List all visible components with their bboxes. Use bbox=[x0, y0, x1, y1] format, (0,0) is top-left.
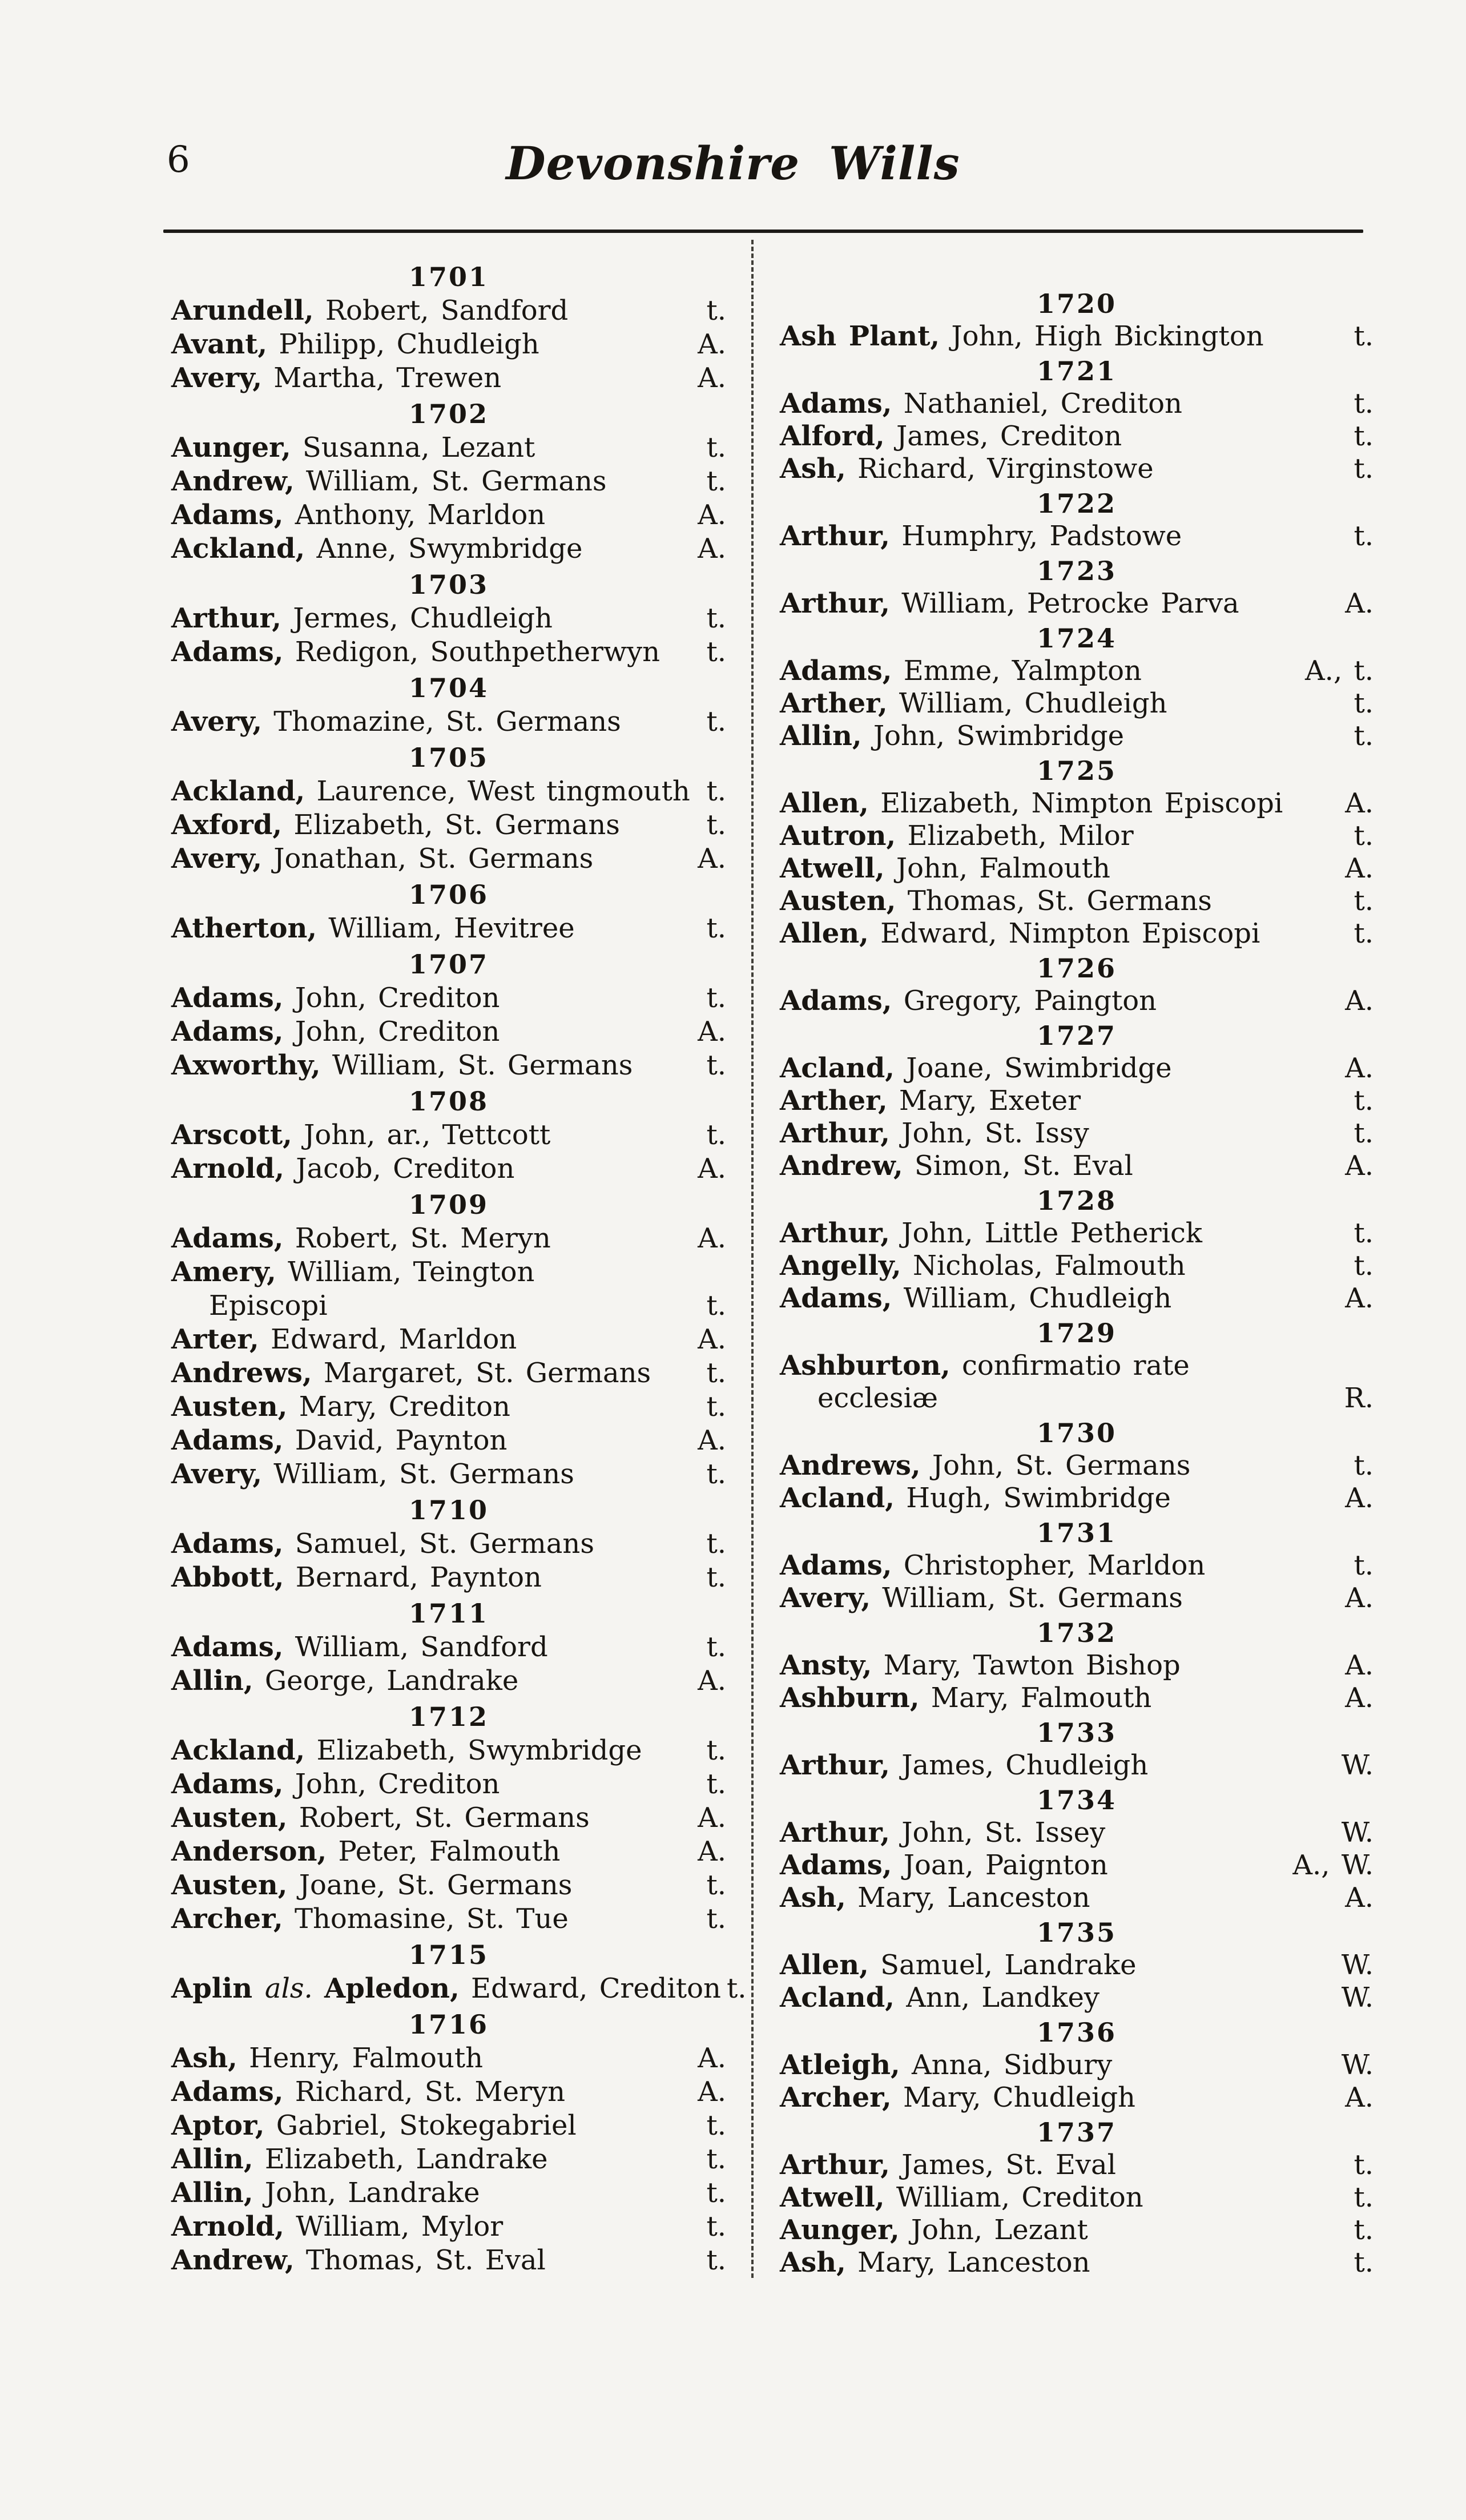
entry-mark: t. bbox=[726, 1972, 747, 2004]
year-heading: 1726 bbox=[1036, 953, 1117, 984]
will-entry bbox=[780, 1282, 1374, 1315]
entry-name: Adams, John, Crediton bbox=[171, 1016, 500, 1048]
year-heading: 1737 bbox=[1036, 2117, 1117, 2148]
will-entry bbox=[780, 453, 1374, 485]
entry-mark: t. bbox=[1354, 1250, 1374, 1282]
entry-mark: A. bbox=[698, 533, 726, 565]
year-heading: 1716 bbox=[408, 2009, 489, 2040]
entry-mark: t. bbox=[1354, 1549, 1374, 1581]
will-entry bbox=[171, 1118, 726, 1152]
entry-name: Allen, Samuel, Landrake bbox=[780, 1949, 1137, 1981]
year-heading: 1720 bbox=[1036, 288, 1117, 319]
entry-mark: t. bbox=[706, 432, 726, 464]
will-entry bbox=[171, 1356, 726, 1390]
year-heading: 1701 bbox=[408, 261, 489, 292]
entry-name: Adams, William, Sandford bbox=[171, 1631, 548, 1663]
entry-name: Ackland, Laurence, West tingmouth bbox=[171, 775, 690, 807]
entry-mark: W. bbox=[1341, 1982, 1374, 2014]
entry-mark: A. bbox=[698, 362, 726, 394]
entry-name: Arthur, William, Petrocke Parva bbox=[780, 587, 1239, 619]
will-entry bbox=[780, 1052, 1374, 1085]
entry-mark: t. bbox=[1354, 1450, 1374, 1482]
entry-mark: t. bbox=[1354, 820, 1374, 852]
entry-mark: W. bbox=[1341, 1817, 1374, 1849]
entry-mark: A., W. bbox=[1292, 1849, 1374, 1881]
entry-mark: t. bbox=[1354, 1085, 1374, 1117]
entry-mark: A. bbox=[698, 2042, 726, 2074]
entry-mark: t. bbox=[706, 1357, 726, 1389]
entry-name: Amery, William, Teington bbox=[171, 1256, 535, 1288]
year-heading: 1728 bbox=[1036, 1185, 1117, 1216]
entry-name: Austen, Mary, Crediton bbox=[171, 1391, 510, 1423]
entry-name: Avery, Jonathan, St. Germans bbox=[171, 843, 594, 875]
year-heading: 1725 bbox=[1036, 755, 1117, 786]
entry-mark: A. bbox=[698, 1016, 726, 1048]
will-entry bbox=[171, 635, 726, 669]
entry-name: Acland, Hugh, Swimbridge bbox=[780, 1482, 1171, 1514]
entry-name: Axford, Elizabeth, St. Germans bbox=[171, 809, 620, 841]
will-entry bbox=[171, 532, 726, 566]
entry-mark: t. bbox=[706, 2110, 726, 2141]
entry-name: Adams, John, Crediton bbox=[171, 1768, 500, 1800]
will-entry bbox=[780, 420, 1374, 453]
page-title: Devonshire Wills bbox=[506, 136, 960, 190]
entry-mark: t. bbox=[706, 1391, 726, 1423]
entry-name: Adams, Joan, Paignton bbox=[780, 1849, 1108, 1881]
entry-name: Allen, Elizabeth, Nimpton Episcopi bbox=[780, 787, 1283, 819]
entry-name: Aunger, John, Lezant bbox=[780, 2214, 1088, 2246]
entry-mark: W. bbox=[1341, 2049, 1374, 2081]
entry-name: Ashburn, Mary, Falmouth bbox=[780, 1682, 1152, 1714]
year-heading: 1702 bbox=[408, 398, 489, 429]
will-entry bbox=[171, 2042, 726, 2075]
entry-mark: t. bbox=[706, 295, 726, 327]
entry-mark: A. bbox=[698, 499, 726, 531]
will-entry bbox=[780, 2049, 1374, 2082]
entry-name: Austen, Joane, St. Germans bbox=[171, 1869, 573, 1901]
will-entry bbox=[171, 328, 726, 361]
will-entry bbox=[171, 981, 726, 1015]
will-entry bbox=[780, 2214, 1374, 2247]
entry-name: Adams, Samuel, St. Germans bbox=[171, 1528, 594, 1560]
entry-mark: t. bbox=[1354, 2247, 1374, 2279]
entry-mark: t. bbox=[1354, 1217, 1374, 1249]
will-entry bbox=[171, 842, 726, 876]
entry-name: Adams, Emme, Yalmpton bbox=[780, 655, 1142, 687]
entry-mark: t. bbox=[706, 706, 726, 738]
year-heading: 1729 bbox=[1036, 1318, 1117, 1348]
will-entry bbox=[780, 587, 1374, 620]
entry-name: Axworthy, William, St. Germans bbox=[171, 1049, 633, 1081]
entry-name: Arthur, John, St. Issy bbox=[780, 1117, 1089, 1149]
will-entry bbox=[171, 705, 726, 739]
will-entry bbox=[171, 1835, 726, 1869]
will-entry bbox=[171, 2176, 726, 2210]
page-number: 6 bbox=[167, 139, 190, 181]
will-entry bbox=[171, 1631, 726, 1664]
entry-name: Andrew, Simon, St. Eval bbox=[780, 1150, 1133, 1182]
entry-name: Adams, Christopher, Marldon bbox=[780, 1549, 1206, 1581]
entry-name: Avery, William, St. Germans bbox=[171, 1458, 574, 1490]
entry-name: Anderson, Peter, Falmouth bbox=[171, 1835, 561, 1867]
will-entry bbox=[780, 1817, 1374, 1849]
entry-name: Adams, Anthony, Marldon bbox=[171, 499, 546, 531]
entry-name: Autron, Elizabeth, Milor bbox=[780, 820, 1134, 852]
will-entry bbox=[780, 1250, 1374, 1282]
entry-mark: A. bbox=[1345, 587, 1374, 619]
entry-name: Allin, John, Landrake bbox=[171, 2177, 480, 2209]
will-entry bbox=[780, 2149, 1374, 2181]
will-entry bbox=[780, 2082, 1374, 2114]
entry-mark: W. bbox=[1341, 1949, 1374, 1981]
entry-mark: t. bbox=[706, 2244, 726, 2276]
will-entry bbox=[780, 1682, 1374, 1714]
entry-mark: A. bbox=[1345, 2082, 1374, 2114]
left-column bbox=[171, 258, 747, 2277]
entry-mark: t. bbox=[706, 1458, 726, 1490]
entry-name: Arthur, James, St. Eval bbox=[780, 2149, 1117, 2181]
will-entry bbox=[780, 1549, 1374, 1582]
will-entry bbox=[171, 1768, 726, 1801]
year-heading: 1722 bbox=[1036, 488, 1117, 519]
entry-mark: A. bbox=[698, 1424, 726, 1456]
entry-mark: t. bbox=[1354, 687, 1374, 719]
entry-name: Andrews, Margaret, St. Germans bbox=[171, 1357, 651, 1389]
will-entry bbox=[171, 1323, 726, 1356]
year-heading: 1736 bbox=[1036, 2017, 1117, 2048]
entry-name: Aplin als. Apledon, Edward, Crediton bbox=[171, 1972, 721, 2004]
will-entry bbox=[780, 1949, 1374, 1982]
will-entry bbox=[171, 1049, 726, 1082]
entry-name: Avant, Philipp, Chudleigh bbox=[171, 328, 539, 360]
entry-name: Aptor, Gabriel, Stokegabriel bbox=[171, 2110, 577, 2141]
entry-name: Ash, Henry, Falmouth bbox=[171, 2042, 484, 2074]
will-entry bbox=[171, 1561, 726, 1595]
entry-mark: t. bbox=[1354, 2149, 1374, 2181]
entry-name: Adams, David, Paynton bbox=[171, 1424, 508, 1456]
will-entry bbox=[171, 1222, 726, 1255]
entry-mark: t. bbox=[706, 1903, 726, 1935]
entry-mark: t. bbox=[706, 2143, 726, 2175]
entry-name: Austen, Thomas, St. Germans bbox=[780, 885, 1212, 917]
entry-mark: t. bbox=[706, 809, 726, 841]
year-heading: 1730 bbox=[1036, 1418, 1117, 1448]
entry-mark: A. bbox=[1345, 1582, 1374, 1614]
will-entry bbox=[780, 852, 1374, 885]
will-entry bbox=[171, 498, 726, 532]
will-entry bbox=[171, 1458, 726, 1491]
entry-mark: t. bbox=[1354, 2181, 1374, 2213]
entry-name: Acland, Joane, Swimbridge bbox=[780, 1052, 1172, 1084]
entry-mark: t. bbox=[1354, 320, 1374, 352]
entry-name: Arscott, John, ar., Tettcott bbox=[171, 1119, 551, 1151]
entry-name: Ash, Mary, Lanceston bbox=[780, 1882, 1090, 1914]
entry-mark: t. bbox=[1354, 917, 1374, 949]
entry-mark: t. bbox=[706, 1290, 726, 1322]
will-entry bbox=[171, 2109, 726, 2143]
header-rule bbox=[163, 230, 1363, 233]
year-heading: 1723 bbox=[1036, 555, 1117, 586]
entry-mark: A. bbox=[1345, 1150, 1374, 1182]
entry-name: Adams, Redigon, Southpetherwyn bbox=[171, 636, 660, 668]
will-entry bbox=[780, 520, 1374, 553]
entry-mark: A. bbox=[698, 1835, 726, 1867]
will-entry bbox=[780, 388, 1374, 420]
year-heading: 1715 bbox=[408, 1939, 489, 1970]
right-column bbox=[780, 285, 1374, 2279]
entry-name: Atwell, John, Falmouth bbox=[780, 852, 1110, 884]
entry-mark: t. bbox=[706, 912, 726, 944]
entry-mark: R. bbox=[1344, 1382, 1374, 1414]
entry-mark: A. bbox=[1345, 1282, 1374, 1314]
entry-mark: t. bbox=[706, 1049, 726, 1081]
entry-name: Atherton, William, Hevitree bbox=[171, 912, 575, 944]
will-entry bbox=[780, 985, 1374, 1017]
entry-name: Arthur, John, Little Petherick bbox=[780, 1217, 1202, 1249]
entry-mark: A. bbox=[1345, 1649, 1374, 1681]
will-entry bbox=[171, 1424, 726, 1458]
entry-mark: t. bbox=[706, 2177, 726, 2209]
year-heading: 1712 bbox=[408, 1701, 489, 1732]
entry-name: Andrew, Thomas, St. Eval bbox=[171, 2244, 546, 2276]
entry-name: Allin, George, Landrake bbox=[171, 1665, 519, 1697]
will-entry bbox=[171, 1972, 747, 2006]
year-heading: 1709 bbox=[408, 1189, 489, 1220]
entry-mark: t. bbox=[1354, 388, 1374, 420]
entry-name: Atleigh, Anna, Sidbury bbox=[780, 2049, 1113, 2081]
year-heading: 1704 bbox=[408, 673, 489, 703]
entry-mark: A. bbox=[698, 843, 726, 875]
year-heading: 1734 bbox=[1036, 1785, 1117, 1815]
entry-mark: A. bbox=[698, 328, 726, 360]
entry-name: Arnold, William, Mylor bbox=[171, 2211, 504, 2243]
will-entry bbox=[171, 1152, 726, 1186]
will-entry bbox=[780, 1649, 1374, 1682]
year-heading: 1724 bbox=[1036, 623, 1117, 654]
entry-name: Arthur, Jermes, Chudleigh bbox=[171, 602, 553, 634]
year-heading: 1733 bbox=[1036, 1717, 1117, 1748]
entry-mark: A. bbox=[1345, 852, 1374, 884]
will-entry bbox=[171, 1289, 726, 1323]
will-entry bbox=[171, 1255, 726, 1289]
entry-mark: t. bbox=[706, 636, 726, 668]
year-heading: 1727 bbox=[1036, 1020, 1117, 1051]
entry-mark: t. bbox=[1354, 453, 1374, 485]
entry-mark: t. bbox=[706, 465, 726, 497]
entry-mark: A. bbox=[1345, 1682, 1374, 1714]
entry-mark: t. bbox=[706, 1119, 726, 1151]
will-entry bbox=[780, 1217, 1374, 1250]
will-entry bbox=[780, 655, 1374, 687]
entry-mark: t. bbox=[706, 1528, 726, 1560]
will-entry bbox=[171, 1869, 726, 1902]
entry-mark: A. bbox=[1345, 1882, 1374, 1914]
entry-name: Alford, James, Crediton bbox=[780, 420, 1122, 452]
will-entry bbox=[780, 2181, 1374, 2214]
will-entry bbox=[780, 1882, 1374, 1914]
entry-name: Avery, Thomazine, St. Germans bbox=[171, 706, 621, 738]
entry-name: Ash, Mary, Lanceston bbox=[780, 2247, 1090, 2279]
will-entry bbox=[780, 1482, 1374, 1515]
will-entry bbox=[780, 720, 1374, 752]
entry-name: Ashburton, confirmatio rate bbox=[780, 1350, 1190, 1382]
year-heading: 1708 bbox=[408, 1086, 489, 1117]
will-entry bbox=[171, 294, 726, 328]
entry-mark: t. bbox=[706, 1869, 726, 1901]
will-entry bbox=[171, 1664, 726, 1698]
will-entry bbox=[780, 1982, 1374, 2014]
entry-mark: t. bbox=[706, 1561, 726, 1593]
entry-name: Arthur, John, St. Issey bbox=[780, 1817, 1106, 1849]
entry-name: Atwell, William, Crediton bbox=[780, 2181, 1143, 2213]
entry-name: Ackland, Anne, Swymbridge bbox=[171, 533, 583, 565]
entry-mark: A. bbox=[1345, 787, 1374, 819]
will-entry bbox=[780, 2247, 1374, 2279]
entry-name: Ackland, Elizabeth, Swymbridge bbox=[171, 1734, 642, 1766]
entry-mark: t. bbox=[1354, 520, 1374, 552]
entry-mark: A., t. bbox=[1305, 655, 1374, 687]
year-heading: 1721 bbox=[1036, 356, 1117, 387]
year-heading: 1705 bbox=[408, 742, 489, 773]
will-entry bbox=[171, 2210, 726, 2244]
entry-mark: t. bbox=[1354, 2214, 1374, 2246]
entry-mark: A. bbox=[698, 1153, 726, 1185]
entry-mark: t. bbox=[706, 602, 726, 634]
entry-name: Angelly, Nicholas, Falmouth bbox=[780, 1250, 1186, 1282]
entry-name: Episcopi bbox=[209, 1290, 328, 1322]
will-entry bbox=[780, 1749, 1374, 1782]
entry-name: Adams, Richard, St. Meryn bbox=[171, 2076, 566, 2108]
year-heading: 1707 bbox=[408, 949, 489, 980]
will-entry bbox=[780, 820, 1374, 852]
entry-mark: t. bbox=[1354, 1117, 1374, 1149]
entry-name: Andrews, John, St. Germans bbox=[780, 1450, 1191, 1482]
will-entry bbox=[780, 1085, 1374, 1117]
entry-name: Adams, John, Crediton bbox=[171, 982, 500, 1014]
will-entry bbox=[780, 1350, 1374, 1382]
entry-mark: A. bbox=[698, 1323, 726, 1355]
entry-name: ecclesiæ bbox=[817, 1382, 939, 1414]
entry-name: Aunger, Susanna, Lezant bbox=[171, 432, 535, 464]
entry-name: Austen, Robert, St. Germans bbox=[171, 1802, 590, 1834]
will-entry bbox=[171, 431, 726, 465]
entry-name: Ash Plant, John, High Bickington bbox=[780, 320, 1264, 352]
entry-mark: t. bbox=[706, 2211, 726, 2243]
entry-name: Avery, Martha, Trewen bbox=[171, 362, 502, 394]
entry-name: Allin, Elizabeth, Landrake bbox=[171, 2143, 548, 2175]
will-entry bbox=[780, 1450, 1374, 1482]
entry-mark: t. bbox=[1354, 720, 1374, 752]
entry-name: Andrew, William, St. Germans bbox=[171, 465, 607, 497]
will-entry bbox=[780, 885, 1374, 917]
year-heading: 1711 bbox=[408, 1598, 489, 1629]
entry-name: Allin, John, Swimbridge bbox=[780, 720, 1125, 752]
entry-name: Arther, Mary, Exeter bbox=[780, 1085, 1081, 1117]
entry-mark: t. bbox=[706, 982, 726, 1014]
entry-name: Ash, Richard, Virginstowe bbox=[780, 453, 1154, 485]
will-entry bbox=[780, 1582, 1374, 1615]
entry-name: Acland, Ann, Landkey bbox=[780, 1982, 1100, 2014]
entry-mark: A. bbox=[698, 1665, 726, 1697]
will-entry bbox=[171, 2075, 726, 2109]
year-heading: 1731 bbox=[1036, 1517, 1117, 1548]
will-entry bbox=[780, 1117, 1374, 1150]
entry-mark: t. bbox=[1354, 420, 1374, 452]
entry-mark: t. bbox=[706, 1631, 726, 1663]
entry-mark: t. bbox=[706, 1768, 726, 1800]
will-entry bbox=[171, 808, 726, 842]
year-heading: 1732 bbox=[1036, 1617, 1117, 1648]
entry-name: Arnold, Jacob, Crediton bbox=[171, 1153, 515, 1185]
entry-name: Adams, Nathaniel, Crediton bbox=[780, 388, 1182, 420]
entry-name: Adams, Robert, St. Meryn bbox=[171, 1222, 551, 1254]
entry-mark: A. bbox=[698, 1222, 726, 1254]
year-heading: 1706 bbox=[408, 879, 489, 910]
will-entry bbox=[780, 1849, 1374, 1882]
will-entry bbox=[171, 1015, 726, 1049]
will-entry bbox=[171, 2244, 726, 2277]
will-entry bbox=[171, 912, 726, 945]
entry-mark: A. bbox=[698, 1802, 726, 1834]
entry-mark: A. bbox=[698, 2076, 726, 2108]
entry-name: Abbott, Bernard, Paynton bbox=[171, 1561, 542, 1593]
will-entry bbox=[171, 1902, 726, 1936]
entry-mark: A. bbox=[1345, 1052, 1374, 1084]
will-entry bbox=[171, 465, 726, 498]
will-entry bbox=[171, 1734, 726, 1768]
entry-name: Arthur, James, Chudleigh bbox=[780, 1749, 1149, 1781]
will-entry bbox=[780, 687, 1374, 720]
entry-name: Arundell, Robert, Sandford bbox=[171, 295, 569, 327]
entry-mark: W. bbox=[1341, 1749, 1374, 1781]
entry-mark: A. bbox=[1345, 1482, 1374, 1514]
entry-name: Adams, William, Chudleigh bbox=[780, 1282, 1172, 1314]
entry-name: Ansty, Mary, Tawton Bishop bbox=[780, 1649, 1181, 1681]
will-entry bbox=[780, 320, 1374, 353]
will-entry bbox=[171, 1801, 726, 1835]
will-entry bbox=[780, 787, 1374, 820]
entry-name: Adams, Gregory, Paington bbox=[780, 985, 1157, 1017]
will-entry bbox=[171, 775, 726, 808]
entry-mark: t. bbox=[706, 1734, 726, 1766]
entry-name: Arter, Edward, Marldon bbox=[171, 1323, 517, 1355]
will-entry bbox=[171, 361, 726, 395]
will-entry bbox=[171, 602, 726, 635]
entry-name: Archer, Mary, Chudleigh bbox=[780, 2082, 1135, 2114]
will-entry bbox=[780, 1150, 1374, 1182]
will-entry bbox=[171, 2143, 726, 2176]
entry-name: Arthur, Humphry, Padstowe bbox=[780, 520, 1182, 552]
year-heading: 1710 bbox=[408, 1495, 489, 1525]
entry-name: Arther, William, Chudleigh bbox=[780, 687, 1167, 719]
entry-name: Avery, William, St. Germans bbox=[780, 1582, 1183, 1614]
column-divider bbox=[751, 240, 754, 2278]
entry-name: Archer, Thomasine, St. Tue bbox=[171, 1903, 569, 1935]
entry-name: Allen, Edward, Nimpton Episcopi bbox=[780, 917, 1260, 949]
will-entry bbox=[780, 1382, 1374, 1415]
will-entry bbox=[171, 1390, 726, 1424]
entry-mark: A. bbox=[1345, 985, 1374, 1017]
year-heading: 1703 bbox=[408, 569, 489, 600]
year-heading: 1735 bbox=[1036, 1917, 1117, 1948]
entry-mark: t. bbox=[706, 775, 726, 807]
will-entry bbox=[780, 917, 1374, 950]
entry-mark: t. bbox=[1354, 885, 1374, 917]
will-entry bbox=[171, 1527, 726, 1561]
